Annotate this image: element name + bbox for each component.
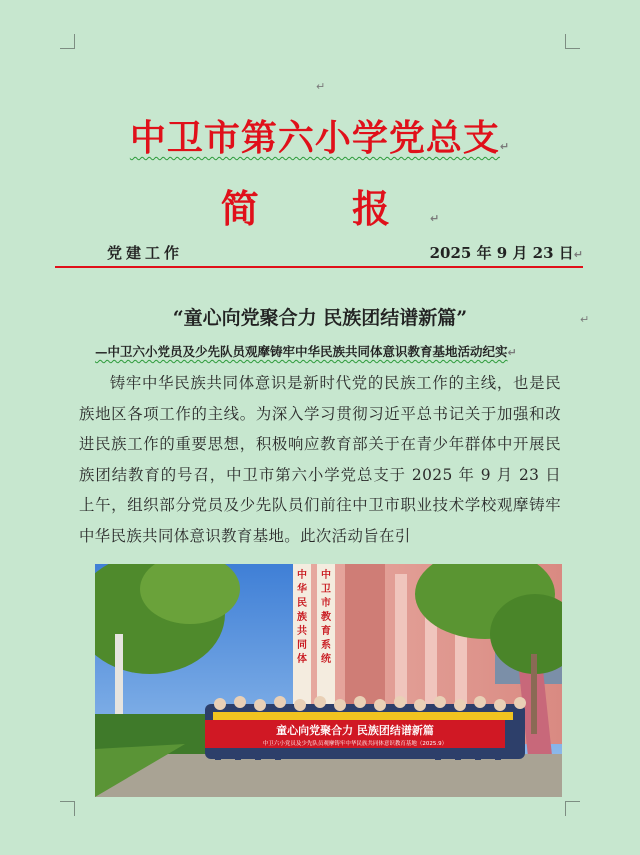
header-row [55,242,583,268]
article-title [0,303,640,330]
svg-text:民: 民 [297,598,307,609]
article-subtitle-text: —中卫六小党员及少先队员观摩铸牢中华民族共同体意识教育基地活动纪实 [95,344,508,359]
article-title-text: “童心向党聚合力 民族团结谱新篇” [172,307,468,329]
crop-mark-bottom-left [60,801,75,816]
svg-text:统: 统 [321,654,331,665]
article-subtitle [95,342,575,360]
event-photo [95,564,562,797]
crop-mark-top-right [565,34,580,49]
crop-mark-top-left [60,34,75,49]
banner-main-text: 童心向党聚合力 民族团结谱新篇 [276,724,434,737]
svg-text:体: 体 [297,654,307,665]
date-text: 2025 年 9 月 23 日 [429,244,574,262]
paragraph-mark: ↵ [499,140,511,153]
sign-left-text: 中 [297,570,307,581]
banner-sub-text: 中卫六小党员及少先队员观摩铸牢中华民族共同体意识教育基地（2025.9） [262,741,448,747]
paragraph-mark: ↵ [573,248,583,261]
svg-text:市: 市 [321,598,331,609]
paragraph-mark: ↵ [580,313,590,326]
svg-text:系: 系 [321,640,331,651]
svg-text:同: 同 [297,640,307,651]
svg-text:教: 教 [321,612,331,623]
svg-text:中: 中 [321,570,331,581]
date-label [430,242,583,263]
svg-text:育: 育 [321,626,331,637]
svg-text:共: 共 [297,626,307,637]
paragraph-mark: ↵ [316,80,326,93]
paragraph-mark: ↵ [430,212,440,225]
paragraph-mark: ↵ [507,346,517,359]
article-body: 铸牢中华民族共同体意识是新时代党的民族工作的主线，也是民族地区各项工作的主线。为深入学习贯彻习近平总书记关于加强和改进民族工作的重要思想，积极响应教育部关于在青少年群体中开展民族团结教育的号召，中卫市第六小学党总支于 2025 年 9 月 23 日上午，组织部分党员及少先队员们前往中卫市职业技术学校观摩铸牢中华民族共同体意识教育基地。此次活动旨在引 [79,374,561,545]
svg-text:卫: 卫 [321,584,331,595]
svg-text:华: 华 [297,584,307,595]
org-title [0,110,640,161]
crop-mark-bottom-right [565,801,580,816]
svg-text:族: 族 [297,612,307,623]
doc-type-text: 简 报 [220,186,430,231]
column-label: 党建工作 [107,244,184,262]
org-title-text: 中卫市第六小学党总支 [129,117,500,159]
doc-type-title [0,178,640,233]
header-divider [55,266,583,268]
